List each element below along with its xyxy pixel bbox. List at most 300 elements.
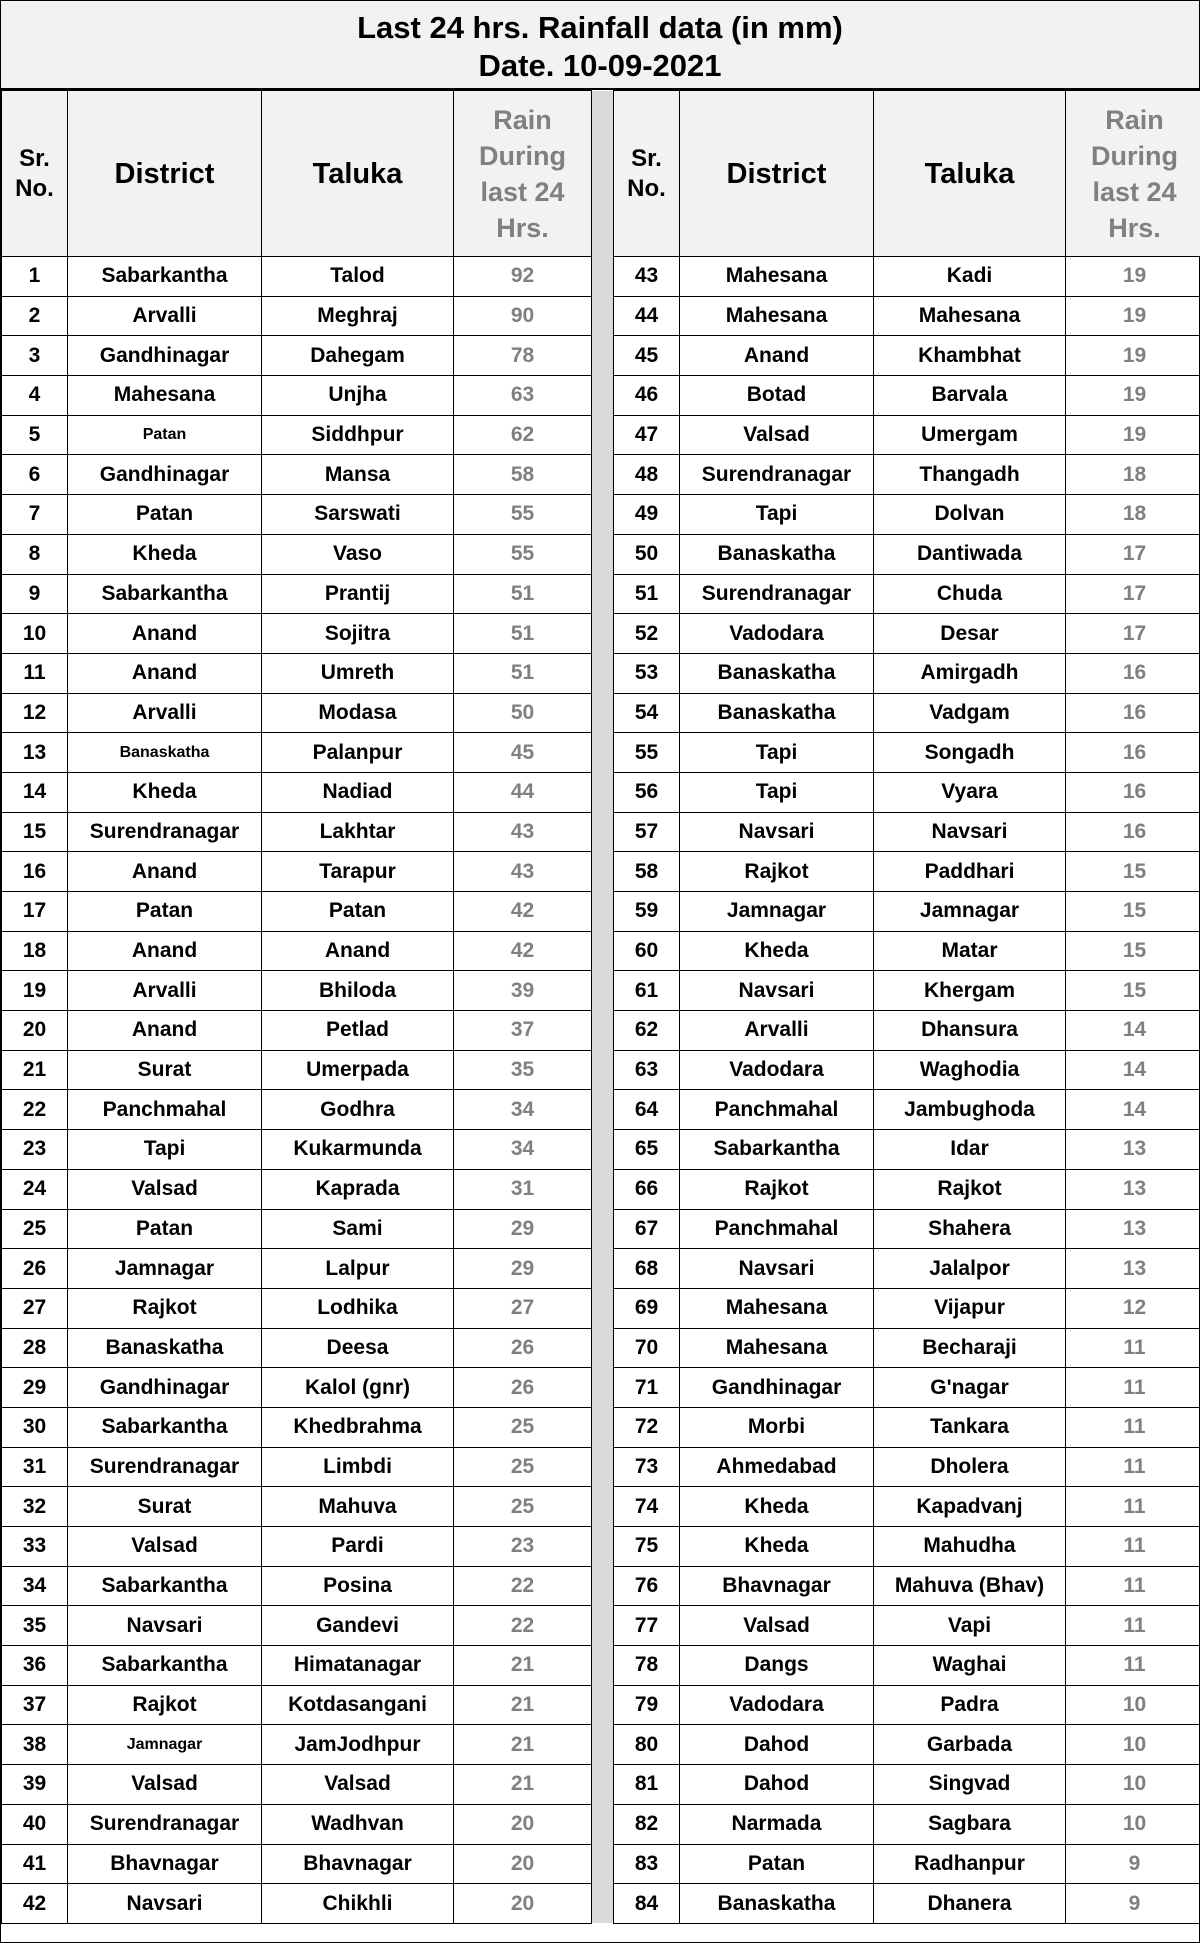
table-row — [2, 1725, 1200, 1765]
table-row — [2, 495, 1200, 535]
sr-cell: 9 — [2, 574, 68, 614]
column-gap — [592, 971, 614, 1011]
taluka-cell: Bhiloda — [262, 971, 454, 1011]
sr-cell: 59 — [614, 892, 680, 932]
sr-cell: 69 — [614, 1288, 680, 1328]
table-row — [2, 415, 1200, 455]
rain-cell: 63 — [454, 376, 592, 416]
sr-cell: 80 — [614, 1725, 680, 1765]
rain-cell: 11 — [1066, 1646, 1200, 1686]
taluka-cell: Jambughoda — [874, 1090, 1066, 1130]
taluka-cell: Vapi — [874, 1606, 1066, 1646]
header-sr-line1: Sr. — [631, 144, 662, 172]
rain-cell: 22 — [454, 1566, 592, 1606]
taluka-cell: Navsari — [874, 812, 1066, 852]
column-gap — [592, 1249, 614, 1289]
district-cell: Sabarkantha — [68, 1566, 262, 1606]
rain-cell: 51 — [454, 653, 592, 693]
sr-cell: 11 — [2, 653, 68, 693]
district-cell: Sabarkantha — [68, 574, 262, 614]
taluka-cell: Lalpur — [262, 1249, 454, 1289]
column-gap — [592, 1050, 614, 1090]
district-cell: Kheda — [680, 1527, 874, 1567]
table-row — [2, 1288, 1200, 1328]
district-cell: Panchmahal — [680, 1209, 874, 1249]
sr-cell: 60 — [614, 931, 680, 971]
district-cell: Sabarkantha — [68, 1646, 262, 1686]
sr-cell: 61 — [614, 971, 680, 1011]
report-title: Last 24 hrs. Rainfall data (in mm) — [357, 10, 843, 45]
taluka-cell: Godhra — [262, 1090, 454, 1130]
column-gap — [592, 415, 614, 455]
taluka-cell: Dholera — [874, 1447, 1066, 1487]
column-gap — [592, 1487, 614, 1527]
sr-cell: 13 — [2, 733, 68, 773]
rain-cell: 37 — [454, 1011, 592, 1051]
district-cell: Kheda — [680, 1487, 874, 1527]
district-cell: Bhavnagar — [680, 1566, 874, 1606]
taluka-cell: Chikhli — [262, 1884, 454, 1924]
table-row — [2, 1884, 1200, 1924]
sr-cell: 10 — [2, 614, 68, 654]
taluka-cell: Patan — [262, 892, 454, 932]
table-row — [2, 852, 1200, 892]
rain-cell: 19 — [1066, 415, 1200, 455]
district-cell: Gandhinagar — [68, 455, 262, 495]
district-cell: Botad — [680, 376, 874, 416]
district-cell: Valsad — [68, 1527, 262, 1567]
sr-cell: 45 — [614, 336, 680, 376]
sr-cell: 62 — [614, 1011, 680, 1051]
column-gap — [592, 892, 614, 932]
district-cell: Mahesana — [68, 376, 262, 416]
column-gap — [592, 614, 614, 654]
taluka-cell: Petlad — [262, 1011, 454, 1051]
sr-cell: 28 — [2, 1328, 68, 1368]
taluka-cell: Kukarmunda — [262, 1130, 454, 1170]
taluka-cell: Posina — [262, 1566, 454, 1606]
sr-cell: 47 — [614, 415, 680, 455]
district-cell: Sabarkantha — [68, 1407, 262, 1447]
column-gap — [592, 1130, 614, 1170]
sr-cell: 43 — [614, 257, 680, 297]
column-gap — [592, 1844, 614, 1884]
rain-cell: 13 — [1066, 1169, 1200, 1209]
rain-cell: 44 — [454, 772, 592, 812]
district-cell: Bhavnagar — [68, 1844, 262, 1884]
district-cell: Rajkot — [68, 1685, 262, 1725]
rain-cell: 15 — [1066, 852, 1200, 892]
rain-cell: 62 — [454, 415, 592, 455]
rain-cell: 19 — [1066, 336, 1200, 376]
district-cell: Anand — [68, 931, 262, 971]
table-row — [2, 574, 1200, 614]
district-cell: Banaskatha — [68, 1328, 262, 1368]
column-gap — [592, 455, 614, 495]
header-district-right: District — [680, 91, 874, 257]
header-sr-no-left — [2, 91, 68, 257]
sr-cell: 1 — [2, 257, 68, 297]
sr-cell: 30 — [2, 1407, 68, 1447]
taluka-cell: Meghraj — [262, 296, 454, 336]
report-date: Date. 10-09-2021 — [478, 48, 722, 83]
sr-cell: 52 — [614, 614, 680, 654]
district-cell: Surendranagar — [68, 1447, 262, 1487]
sr-cell: 3 — [2, 336, 68, 376]
table-row — [2, 1685, 1200, 1725]
rain-cell: 21 — [454, 1725, 592, 1765]
header-rain-line1: Rain — [493, 104, 552, 135]
table-row — [2, 1249, 1200, 1289]
taluka-cell: Vadgam — [874, 693, 1066, 733]
rain-cell: 39 — [454, 971, 592, 1011]
sr-cell: 64 — [614, 1090, 680, 1130]
column-gap — [592, 931, 614, 971]
table-row — [2, 1407, 1200, 1447]
rain-cell: 11 — [1066, 1368, 1200, 1408]
district-cell: Patan — [68, 495, 262, 535]
district-cell: Banaskatha — [680, 534, 874, 574]
taluka-cell: Dantiwada — [874, 534, 1066, 574]
taluka-cell: Mahuva — [262, 1487, 454, 1527]
taluka-cell: Lakhtar — [262, 812, 454, 852]
sr-cell: 39 — [2, 1765, 68, 1805]
table-row — [2, 1804, 1200, 1844]
rain-cell: 17 — [1066, 534, 1200, 574]
district-cell: Gandhinagar — [68, 336, 262, 376]
table-row — [2, 971, 1200, 1011]
table-row — [2, 812, 1200, 852]
table-row — [2, 1566, 1200, 1606]
header-rain-line1: Rain — [1105, 104, 1164, 135]
rain-cell: 90 — [454, 296, 592, 336]
taluka-cell: Umergam — [874, 415, 1066, 455]
district-cell: Rajkot — [68, 1288, 262, 1328]
header-sr-no-right — [614, 91, 680, 257]
taluka-cell: Sami — [262, 1209, 454, 1249]
sr-cell: 74 — [614, 1487, 680, 1527]
column-gap — [592, 336, 614, 376]
taluka-cell: Waghai — [874, 1646, 1066, 1686]
table-row — [2, 1130, 1200, 1170]
column-gap — [592, 1566, 614, 1606]
rain-cell: 14 — [1066, 1011, 1200, 1051]
sr-cell: 26 — [2, 1249, 68, 1289]
rain-cell: 50 — [454, 693, 592, 733]
sr-cell: 38 — [2, 1725, 68, 1765]
rain-cell: 20 — [454, 1884, 592, 1924]
column-gap — [592, 1527, 614, 1567]
district-cell: Banaskatha — [680, 1884, 874, 1924]
rain-cell: 11 — [1066, 1328, 1200, 1368]
taluka-cell: Limbdi — [262, 1447, 454, 1487]
sr-cell: 55 — [614, 733, 680, 773]
sr-cell: 46 — [614, 376, 680, 416]
rain-cell: 43 — [454, 852, 592, 892]
district-cell: Navsari — [68, 1606, 262, 1646]
sr-cell: 58 — [614, 852, 680, 892]
table-row — [2, 296, 1200, 336]
column-gap — [592, 1288, 614, 1328]
taluka-cell: Khedbrahma — [262, 1407, 454, 1447]
table-row — [2, 455, 1200, 495]
district-cell: Banaskatha — [68, 733, 262, 773]
column-gap — [592, 1685, 614, 1725]
sr-cell: 67 — [614, 1209, 680, 1249]
taluka-cell: Talod — [262, 257, 454, 297]
sr-cell: 78 — [614, 1646, 680, 1686]
sr-cell: 63 — [614, 1050, 680, 1090]
district-cell: Dangs — [680, 1646, 874, 1686]
table-row — [2, 693, 1200, 733]
table-row — [2, 1646, 1200, 1686]
district-cell: Surendranagar — [680, 574, 874, 614]
taluka-cell: Padra — [874, 1685, 1066, 1725]
district-cell: Sabarkantha — [68, 257, 262, 297]
taluka-cell: Desar — [874, 614, 1066, 654]
district-cell: Anand — [68, 614, 262, 654]
sr-cell: 65 — [614, 1130, 680, 1170]
district-cell: Jamnagar — [68, 1725, 262, 1765]
rain-cell: 20 — [454, 1844, 592, 1884]
sr-cell: 79 — [614, 1685, 680, 1725]
taluka-cell: Modasa — [262, 693, 454, 733]
rain-cell: 16 — [1066, 693, 1200, 733]
taluka-cell: Barvala — [874, 376, 1066, 416]
column-gap — [592, 772, 614, 812]
taluka-cell: Pardi — [262, 1527, 454, 1567]
header-rain-line3: last 24 — [480, 176, 565, 207]
district-cell: Navsari — [68, 1884, 262, 1924]
table-row — [2, 733, 1200, 773]
district-cell: Arvalli — [68, 693, 262, 733]
header-sr-line1: Sr. — [19, 144, 50, 172]
sr-cell: 33 — [2, 1527, 68, 1567]
column-gap — [592, 1447, 614, 1487]
taluka-cell: Himatanagar — [262, 1646, 454, 1686]
header-district-left: District — [68, 91, 262, 257]
header-rain-line4: Hrs. — [496, 212, 549, 243]
sr-cell: 71 — [614, 1368, 680, 1408]
taluka-cell: Jalalpor — [874, 1249, 1066, 1289]
district-cell: Anand — [680, 336, 874, 376]
column-gap — [592, 1368, 614, 1408]
district-cell: Anand — [68, 1011, 262, 1051]
district-cell: Arvalli — [68, 971, 262, 1011]
table-row — [2, 1844, 1200, 1884]
table-row — [2, 931, 1200, 971]
rain-cell: 15 — [1066, 892, 1200, 932]
rain-cell: 14 — [1066, 1050, 1200, 1090]
sr-cell: 83 — [614, 1844, 680, 1884]
district-cell: Panchmahal — [68, 1090, 262, 1130]
taluka-cell: JamJodhpur — [262, 1725, 454, 1765]
rain-cell: 11 — [1066, 1487, 1200, 1527]
table-row — [2, 1090, 1200, 1130]
district-cell: Surat — [68, 1050, 262, 1090]
sr-cell: 36 — [2, 1646, 68, 1686]
rain-cell: 13 — [1066, 1209, 1200, 1249]
rain-cell: 16 — [1066, 653, 1200, 693]
sr-cell: 31 — [2, 1447, 68, 1487]
column-gap — [592, 812, 614, 852]
sr-cell: 25 — [2, 1209, 68, 1249]
taluka-cell: Khambhat — [874, 336, 1066, 376]
taluka-cell: Tankara — [874, 1407, 1066, 1447]
sr-cell: 7 — [2, 495, 68, 535]
rain-cell: 42 — [454, 931, 592, 971]
sr-cell: 40 — [2, 1804, 68, 1844]
rain-cell: 25 — [454, 1447, 592, 1487]
taluka-cell: Palanpur — [262, 733, 454, 773]
rain-cell: 11 — [1066, 1527, 1200, 1567]
taluka-cell: Sojitra — [262, 614, 454, 654]
sr-cell: 12 — [2, 693, 68, 733]
sr-cell: 8 — [2, 534, 68, 574]
column-gap — [592, 1011, 614, 1051]
sr-cell: 18 — [2, 931, 68, 971]
rain-cell: 20 — [454, 1804, 592, 1844]
header-rain-line2: During — [479, 140, 566, 171]
rain-cell: 12 — [1066, 1288, 1200, 1328]
district-cell: Mahesana — [680, 1288, 874, 1328]
column-gap — [592, 1804, 614, 1844]
header-rain-left — [454, 91, 592, 257]
rain-cell: 35 — [454, 1050, 592, 1090]
sr-cell: 29 — [2, 1368, 68, 1408]
district-cell: Ahmedabad — [680, 1447, 874, 1487]
sr-cell: 27 — [2, 1288, 68, 1328]
sr-cell: 70 — [614, 1328, 680, 1368]
taluka-cell: Garbada — [874, 1725, 1066, 1765]
taluka-cell: Singvad — [874, 1765, 1066, 1805]
taluka-cell: Kadi — [874, 257, 1066, 297]
taluka-cell: Siddhpur — [262, 415, 454, 455]
header-rain-line3: last 24 — [1092, 176, 1177, 207]
table-row — [2, 336, 1200, 376]
column-gap — [592, 376, 614, 416]
rain-cell: 29 — [454, 1209, 592, 1249]
sr-cell: 37 — [2, 1685, 68, 1725]
rain-cell: 26 — [454, 1368, 592, 1408]
rain-cell: 55 — [454, 495, 592, 535]
sr-cell: 20 — [2, 1011, 68, 1051]
taluka-cell: Lodhika — [262, 1288, 454, 1328]
district-cell: Navsari — [680, 971, 874, 1011]
rain-cell: 51 — [454, 614, 592, 654]
table-row — [2, 1606, 1200, 1646]
table-row — [2, 1527, 1200, 1567]
sr-cell: 15 — [2, 812, 68, 852]
rain-cell: 78 — [454, 336, 592, 376]
sr-cell: 75 — [614, 1527, 680, 1567]
sr-cell: 53 — [614, 653, 680, 693]
rain-cell: 58 — [454, 455, 592, 495]
sr-cell: 51 — [614, 574, 680, 614]
table-row — [2, 1050, 1200, 1090]
sr-cell: 32 — [2, 1487, 68, 1527]
rain-cell: 26 — [454, 1328, 592, 1368]
taluka-cell: Sagbara — [874, 1804, 1066, 1844]
rain-cell: 92 — [454, 257, 592, 297]
taluka-cell: Vyara — [874, 772, 1066, 812]
sr-cell: 73 — [614, 1447, 680, 1487]
taluka-cell: Radhanpur — [874, 1844, 1066, 1884]
taluka-cell: Rajkot — [874, 1169, 1066, 1209]
district-cell: Tapi — [680, 495, 874, 535]
taluka-cell: Jamnagar — [874, 892, 1066, 932]
taluka-cell: Bhavnagar — [262, 1844, 454, 1884]
district-cell: Surendranagar — [68, 1804, 262, 1844]
district-cell: Jamnagar — [680, 892, 874, 932]
taluka-cell: Amirgadh — [874, 653, 1066, 693]
table-row — [2, 614, 1200, 654]
rain-cell: 34 — [454, 1090, 592, 1130]
district-cell: Rajkot — [680, 1169, 874, 1209]
column-gap — [592, 296, 614, 336]
column-gap — [592, 852, 614, 892]
taluka-cell: Dolvan — [874, 495, 1066, 535]
column-gap — [592, 257, 614, 297]
district-cell: Navsari — [680, 1249, 874, 1289]
rain-cell: 51 — [454, 574, 592, 614]
taluka-cell: G'nagar — [874, 1368, 1066, 1408]
sr-cell: 50 — [614, 534, 680, 574]
header-rain-line2: During — [1091, 140, 1178, 171]
column-gap — [592, 1646, 614, 1686]
rain-cell: 45 — [454, 733, 592, 773]
district-cell: Kheda — [680, 931, 874, 971]
rain-cell: 27 — [454, 1288, 592, 1328]
rain-cell: 13 — [1066, 1130, 1200, 1170]
report-title-box — [1, 1, 1199, 90]
sr-cell: 23 — [2, 1130, 68, 1170]
column-gap — [592, 495, 614, 535]
rain-cell: 34 — [454, 1130, 592, 1170]
district-cell: Mahesana — [680, 257, 874, 297]
rain-cell: 42 — [454, 892, 592, 932]
taluka-cell: Mansa — [262, 455, 454, 495]
table-row — [2, 1368, 1200, 1408]
taluka-cell: Unjha — [262, 376, 454, 416]
district-cell: Surendranagar — [68, 812, 262, 852]
taluka-cell: Deesa — [262, 1328, 454, 1368]
taluka-cell: Paddhari — [874, 852, 1066, 892]
sr-cell: 42 — [2, 1884, 68, 1924]
table-row — [2, 1765, 1200, 1805]
district-cell: Banaskatha — [680, 653, 874, 693]
table-body — [2, 257, 1200, 1924]
rain-cell: 11 — [1066, 1407, 1200, 1447]
header-rain-line4: Hrs. — [1108, 212, 1161, 243]
district-cell: Mahesana — [680, 1328, 874, 1368]
rain-cell: 31 — [454, 1169, 592, 1209]
sr-cell: 16 — [2, 852, 68, 892]
header-row — [2, 91, 1200, 257]
table-row — [2, 653, 1200, 693]
column-gap — [592, 574, 614, 614]
taluka-cell: Wadhvan — [262, 1804, 454, 1844]
district-cell: Jamnagar — [68, 1249, 262, 1289]
taluka-cell: Umerpada — [262, 1050, 454, 1090]
taluka-cell: Dhansura — [874, 1011, 1066, 1051]
rain-cell: 23 — [454, 1527, 592, 1567]
rain-cell: 55 — [454, 534, 592, 574]
sr-cell: 24 — [2, 1169, 68, 1209]
district-cell: Gandhinagar — [680, 1368, 874, 1408]
district-cell: Patan — [68, 415, 262, 455]
taluka-cell: Matar — [874, 931, 1066, 971]
